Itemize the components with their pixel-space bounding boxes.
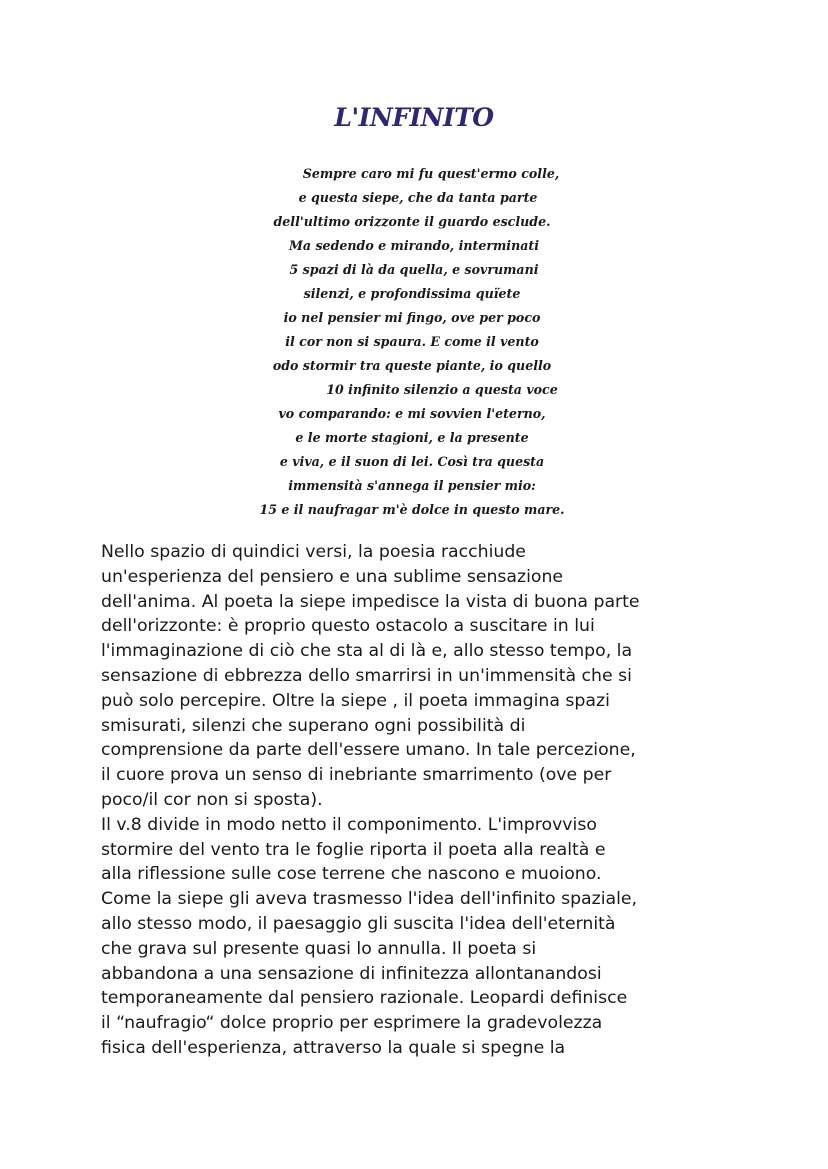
poem-line: vo comparando: e mi sovvien l'eterno, — [278, 406, 546, 421]
commentary-line: l'immaginazione di ciò che sta al di là e, allo stesso tempo, la — [101, 641, 633, 662]
commentary-line: Nello spazio di quindici versi, la poesia racchiude — [101, 542, 526, 562]
commentary-line: dell'orizzonte: è proprio questo ostacolo a suscitare in lui — [101, 616, 595, 637]
poem-line: 10 infinito silenzio a questa voce — [326, 382, 558, 397]
poem-line: immensità s'annega il pensier mio: — [288, 478, 536, 493]
commentary-line: fisica dell'esperienza, attraverso la quale si spegne la — [101, 1037, 566, 1058]
poem-line: e questa siepe, che da tanta parte — [298, 190, 538, 205]
poem-line: e viva, e il suon di lei. Così tra questa — [279, 454, 545, 469]
commentary-line: allo stesso modo, il paesaggio gli suscita l'idea dell'eternità — [101, 913, 616, 934]
commentary-line: temporaneamente dal pensiero razionale. Leopardi definisce — [101, 988, 628, 1009]
poem-title: L'INFINITO — [334, 103, 494, 132]
commentary-line: può solo percepire. Oltre la siepe , il poeta immagina spazi — [101, 690, 610, 711]
poem-line: il cor non si spaura. E come il vento — [285, 334, 539, 349]
commentary-line: un'esperienza del pensiero e una sublime sensazione — [101, 566, 564, 587]
poem-line: io nel pensier mi fingo, ove per poco — [283, 310, 541, 325]
commentary-line: Il v.8 divide in modo netto il componimento. L'improvviso — [101, 814, 597, 835]
commentary-line: dell'anima. Al poeta la siepe impedisce la vista di buona parte — [101, 591, 640, 612]
poem-line: 5 spazi di là da quella, e sovrumani — [289, 262, 539, 277]
poem-line: silenzi, e profondissima quïete — [303, 286, 521, 301]
commentary-text — [101, 540, 741, 1061]
commentary-line: il cuore prova un senso di inebriante smarrimento (ove per — [101, 765, 612, 786]
commentary-line: poco/il cor non si sposta). — [101, 789, 323, 810]
commentary-line: alla riflessione sulle cose terrene che nascono e muoiono. — [101, 864, 602, 885]
commentary-line: che grava sul presente quasi lo annulla. Il poeta si — [101, 938, 537, 959]
commentary-line: abbandona a una sensazione di infinitezza allontanandosi — [101, 963, 602, 984]
poem-line: 15 e il naufragar m'è dolce in questo mare. — [259, 502, 565, 517]
commentary-line: stormire del vento tra le foglie riporta il poeta alla realtà e — [101, 839, 606, 860]
commentary-line: Come la siepe gli aveva trasmesso l'idea dell'infinito spaziale, — [101, 889, 638, 910]
poem-line: dell'ultimo orizzonte il guardo esclude. — [273, 214, 551, 229]
commentary-line: sensazione di ebbrezza dello smarrirsi in un'immensità che si — [101, 665, 632, 686]
commentary-line: comprensione da parte dell'essere umano. In tale percezione, — [101, 740, 636, 761]
poem-line: odo stormir tra queste piante, io quello — [272, 358, 552, 373]
poem-line: e le morte stagioni, e la presente — [295, 430, 529, 445]
commentary-line: il “naufragio“ dolce proprio per esprimere la gradevolezza — [101, 1013, 603, 1034]
poem-line: Ma sedendo e mirando, interminati — [288, 238, 540, 253]
commentary-line: smisurati, silenzi che superano ogni possibilità di — [101, 715, 526, 736]
poem-line: Sempre caro mi fu quest'ermo colle, — [302, 166, 560, 181]
